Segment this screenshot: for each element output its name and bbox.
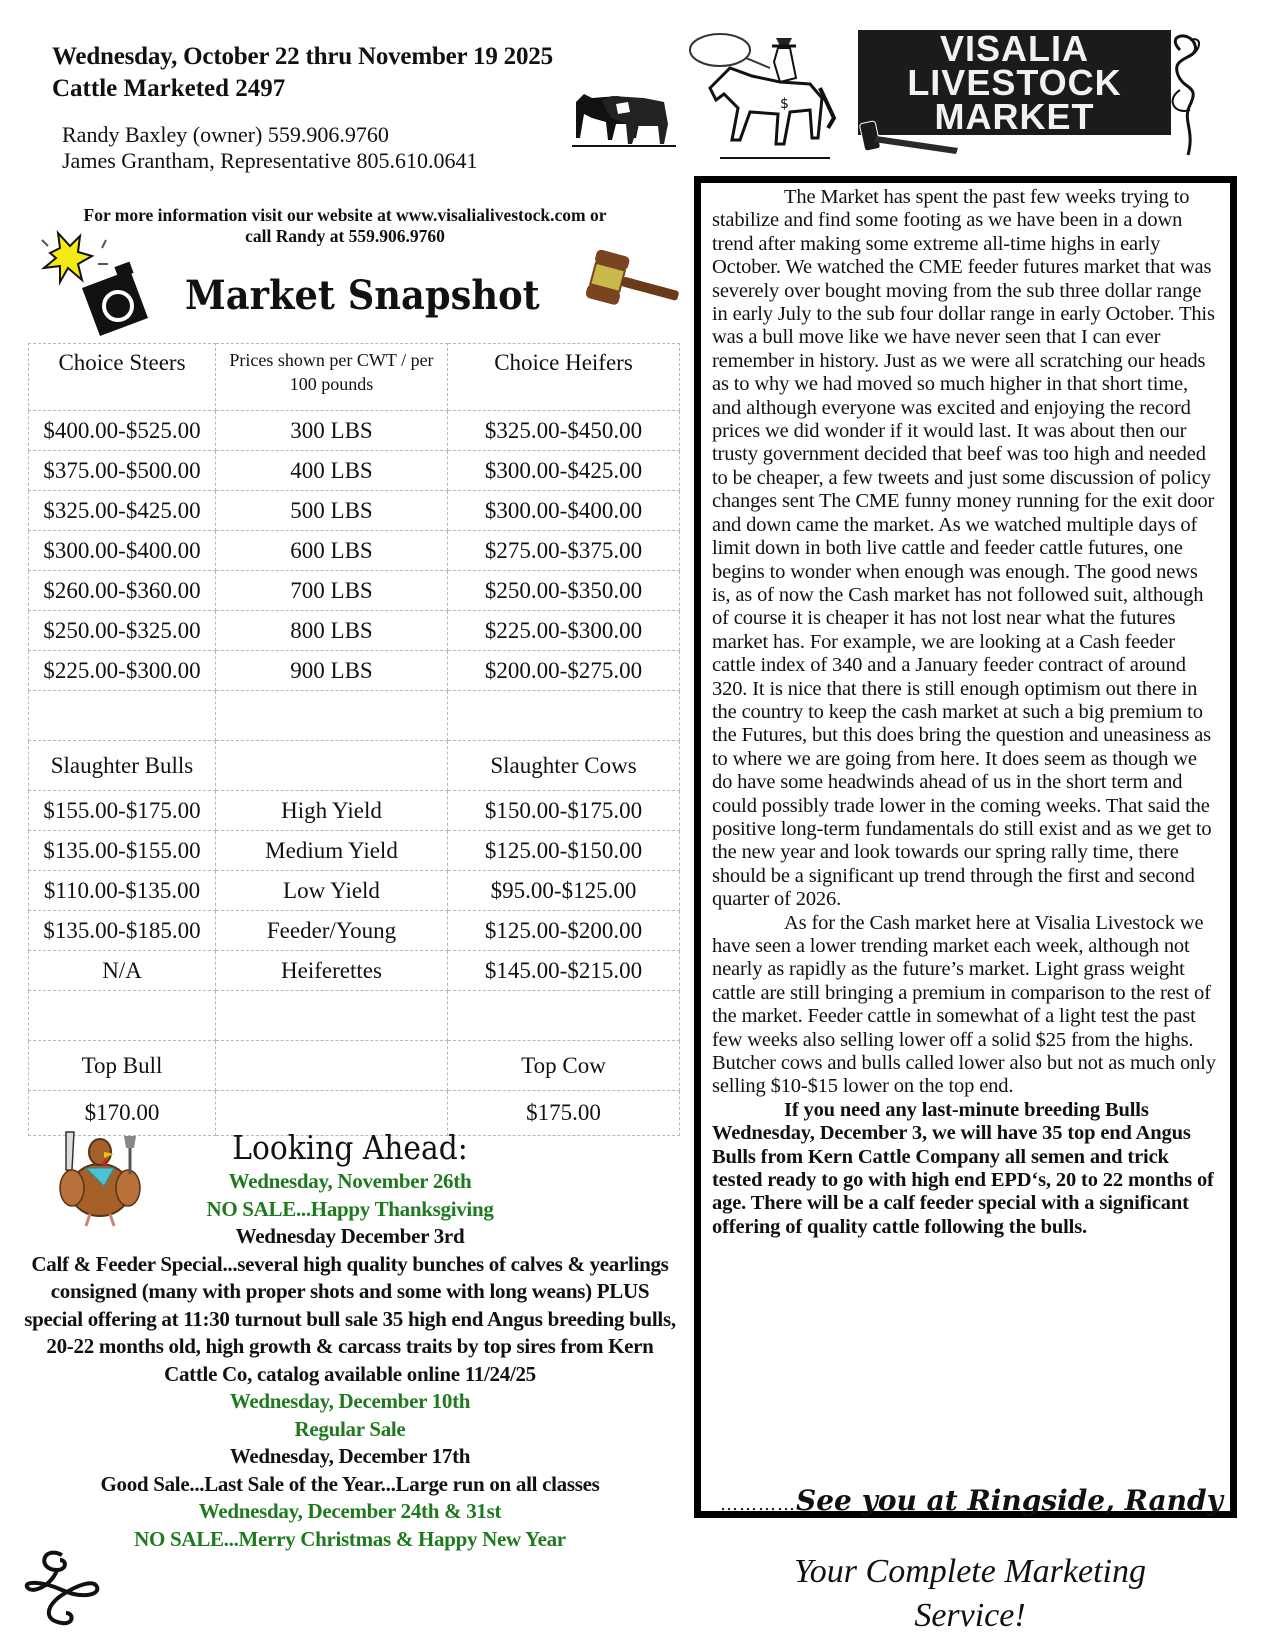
steer-price: $375.00-$500.00 bbox=[29, 451, 216, 491]
top-label-row bbox=[29, 1041, 680, 1091]
schedule-line: Wednesday December 3rd bbox=[235, 1224, 465, 1248]
table-row bbox=[29, 571, 680, 611]
top-cow-value: $175.00 bbox=[448, 1091, 680, 1136]
yield-grade: Heiferettes bbox=[216, 951, 448, 991]
table-spacer-row bbox=[29, 991, 680, 1041]
table-row bbox=[29, 651, 680, 691]
empty-cell bbox=[29, 691, 216, 741]
table-row bbox=[29, 491, 680, 531]
logo-line-1: VISALIA bbox=[939, 28, 1089, 69]
weight-class: 700 LBS bbox=[216, 571, 448, 611]
gavel-icon bbox=[580, 245, 680, 320]
bull-price: $110.00-$135.00 bbox=[29, 871, 216, 911]
header-slaughter-cows: Slaughter Cows bbox=[448, 741, 680, 791]
heifer-price: $300.00-$400.00 bbox=[448, 491, 680, 531]
empty-cell bbox=[216, 991, 448, 1041]
cattle-marketed-count: Cattle Marketed 2497 bbox=[52, 75, 286, 102]
heifer-price: $325.00-$450.00 bbox=[448, 411, 680, 451]
table-row bbox=[29, 871, 680, 911]
table-row bbox=[29, 831, 680, 871]
schedule-line: Calf & Feeder Special...several high quality bunches of calves & yearlings consigned (many with proper shots and some with long weans) PLUS special offering at 11:30 turnout bull sale 35 high end Angus breeding bulls, 20-22 months old, high growth & carcass traits by top sires from Kern Cattle Co, catalog available online 11/24/25 bbox=[24, 1251, 676, 1386]
schedule-line: NO SALE...Happy Thanksgiving bbox=[206, 1196, 494, 1221]
bull-price: N/A bbox=[29, 951, 216, 991]
svg-text:$: $ bbox=[780, 96, 789, 112]
call-info: call Randy at 559.906.9760 bbox=[245, 226, 445, 246]
empty-cell bbox=[448, 691, 680, 741]
table-row bbox=[29, 411, 680, 451]
weight-class: 500 LBS bbox=[216, 491, 448, 531]
cow-price: $150.00-$175.00 bbox=[448, 791, 680, 831]
signoff-dots: ………… bbox=[720, 1494, 796, 1515]
signoff-text: See you at Ringside, Randy bbox=[796, 1484, 1223, 1517]
flourish-ornament bbox=[1160, 30, 1210, 160]
heifer-price: $225.00-$300.00 bbox=[448, 611, 680, 651]
looking-ahead-title: Looking Ahead: bbox=[232, 1128, 468, 1167]
header-choice-heifers: Choice Heifers bbox=[448, 344, 680, 411]
slaughter-header-row bbox=[29, 741, 680, 791]
top-bull-value: $170.00 bbox=[29, 1091, 216, 1136]
market-snapshot-table bbox=[28, 343, 680, 1136]
heifer-price: $250.00-$350.00 bbox=[448, 571, 680, 611]
yield-grade: Low Yield bbox=[216, 871, 448, 911]
schedule-line: Wednesday, November 26th bbox=[228, 1169, 472, 1193]
gavel-icon bbox=[856, 118, 966, 158]
schedule-line: Regular Sale bbox=[294, 1416, 406, 1441]
yield-grade: High Yield bbox=[216, 791, 448, 831]
yield-grade: Feeder/Young bbox=[216, 911, 448, 951]
report-date-range: Wednesday, October 22 thru November 19 2025 bbox=[52, 43, 553, 70]
bull-price: $135.00-$155.00 bbox=[29, 831, 216, 871]
steer-price: $250.00-$325.00 bbox=[29, 611, 216, 651]
header-price-note: Prices shown per CWT / per 100 pounds bbox=[216, 344, 448, 411]
signoff bbox=[720, 1484, 1223, 1517]
empty-cell bbox=[29, 991, 216, 1041]
logo-line-2: LIVESTOCK bbox=[907, 62, 1122, 103]
yield-grade: Medium Yield bbox=[216, 831, 448, 871]
cow-price: $125.00-$200.00 bbox=[448, 911, 680, 951]
schedule-line: NO SALE...Merry Christmas & Happy New Year bbox=[134, 1526, 566, 1551]
weight-class: 300 LBS bbox=[216, 411, 448, 451]
weight-class: 400 LBS bbox=[216, 451, 448, 491]
logo-line-3: MARKET bbox=[934, 96, 1095, 137]
table-row bbox=[29, 611, 680, 651]
heifer-price: $275.00-$375.00 bbox=[448, 531, 680, 571]
empty-cell bbox=[448, 991, 680, 1041]
table-spacer-row bbox=[29, 691, 680, 741]
bull-sale-notice: If you need any last-minute breeding Bulls Wednesday, December 3, we will have 35 top end Angus Bulls from Kern Cattle Company all semen and trick tested ready to go with high end EPD‘s, 20 to 22 months of age. There will be a calf feeder special with a significant offering of quality cattle following the bulls. bbox=[712, 1098, 1214, 1238]
flourish-ornament bbox=[22, 1545, 102, 1635]
steer-price: $225.00-$300.00 bbox=[29, 651, 216, 691]
market-commentary bbox=[712, 186, 1220, 1239]
empty-cell bbox=[216, 1041, 448, 1091]
steer-price: $400.00-$525.00 bbox=[29, 411, 216, 451]
contact-representative: James Grantham, Representative 805.610.0641 bbox=[62, 148, 478, 173]
schedule-line: Wednesday, December 24th & 31st bbox=[198, 1499, 502, 1523]
header-choice-steers: Choice Steers bbox=[29, 344, 216, 411]
bull-price: $135.00-$185.00 bbox=[29, 911, 216, 951]
cow-price: $95.00-$125.00 bbox=[448, 871, 680, 911]
schedule-line: Wednesday, December 10th bbox=[229, 1389, 471, 1413]
table-row bbox=[29, 451, 680, 491]
contact-owner: Randy Baxley (owner) 559.906.9760 bbox=[62, 122, 389, 147]
table-row bbox=[29, 911, 680, 951]
cattle-drive-illustration bbox=[572, 88, 677, 148]
slogan: Your Complete Marketing Service! bbox=[794, 1553, 1146, 1634]
camera-flash-icon bbox=[38, 228, 153, 338]
cowboy-roping-illustration bbox=[680, 28, 840, 168]
cow-price: $125.00-$150.00 bbox=[448, 831, 680, 871]
table-row bbox=[29, 531, 680, 571]
empty-cell bbox=[216, 691, 448, 741]
schedule-line: Good Sale...Last Sale of the Year...Large run on all classes bbox=[100, 1471, 600, 1496]
bull-price: $155.00-$175.00 bbox=[29, 791, 216, 831]
website-info: For more information visit our website at www.visalialivestock.com or bbox=[83, 205, 607, 225]
steer-price: $325.00-$425.00 bbox=[29, 491, 216, 531]
steer-price: $260.00-$360.00 bbox=[29, 571, 216, 611]
commentary-paragraph: As for the Cash market here at Visalia Livestock we have seen a lower trending market each week, although not nearly as rapidly as the future’s market. Light grass weight cattle are still bringing a premium in comparison to the rest of the market. Feeder cattle in somewhat of a light test the past few weeks also selling lower off a solid $25 from the highs. Butcher cows and bulls called lower also but not as much only selling $10-$15 lower on the top end. bbox=[712, 911, 1216, 1098]
header-slaughter-bulls: Slaughter Bulls bbox=[29, 741, 216, 791]
steer-price: $300.00-$400.00 bbox=[29, 531, 216, 571]
market-snapshot-title: Market Snapshot bbox=[185, 272, 540, 319]
cow-price: $145.00-$215.00 bbox=[448, 951, 680, 991]
looking-ahead-list bbox=[20, 1168, 680, 1553]
top-cow-label: Top Cow bbox=[448, 1041, 680, 1091]
table-row bbox=[29, 791, 680, 831]
heifer-price: $300.00-$425.00 bbox=[448, 451, 680, 491]
weight-class: 800 LBS bbox=[216, 611, 448, 651]
empty-cell bbox=[216, 741, 448, 791]
heifer-price: $200.00-$275.00 bbox=[448, 651, 680, 691]
table-row bbox=[29, 951, 680, 991]
looking-ahead-section bbox=[20, 1128, 680, 1553]
weight-class: 900 LBS bbox=[216, 651, 448, 691]
top-bull-label: Top Bull bbox=[29, 1041, 216, 1091]
weight-class: 600 LBS bbox=[216, 531, 448, 571]
schedule-line: Wednesday, December 17th bbox=[229, 1444, 471, 1468]
commentary-paragraph: The Market has spent the past few weeks trying to stabilize and find some footing as we have been in a down trend after making some extreme all-time highs in early October. We watched the CME feeder futures market that was severely over bought moving from the sub three dollar range in early July to the sub four dollar range in early October. This was a bull move like we have never seen that I can ever remember in history. Just as we were all scratching our heads as to why we had moved so much higher in that short time, and although everyone was excited and enjoying the record prices we did wonder if it would last. It was about then our trusty government decided that beef was too high and needed to be cheaper, a few tweets and just some discussion of policy changes sent The CME funny money running for the exit door and down came the market. As we watched multiple days of limit down in both live cattle and feeder cattle futures, one begins to wonder when enough was enough. The good news is, as of now the Cash market has not followed suit, although of course it is cheaper it has not lost near what the futures market has. For example, we are looking at a Cash feeder cattle index of 340 and a January feeder contract of around 320. It is nice that there is still enough optimism out there in the country to keep the cash market at such a big premium to the Futures, but this does bring the question and uneasiness as to where we are going from here. It does seem as though we do have some headwinds ahead of us in the short term and could possibly trade lower in the coming weeks. That said the positive long-term fundamentals do still exist and as we get to the new year and look towards our spring rally time, there should be a significant up trend through the first and second quarter of 2026. bbox=[712, 186, 1215, 911]
table-header-row bbox=[29, 344, 680, 411]
